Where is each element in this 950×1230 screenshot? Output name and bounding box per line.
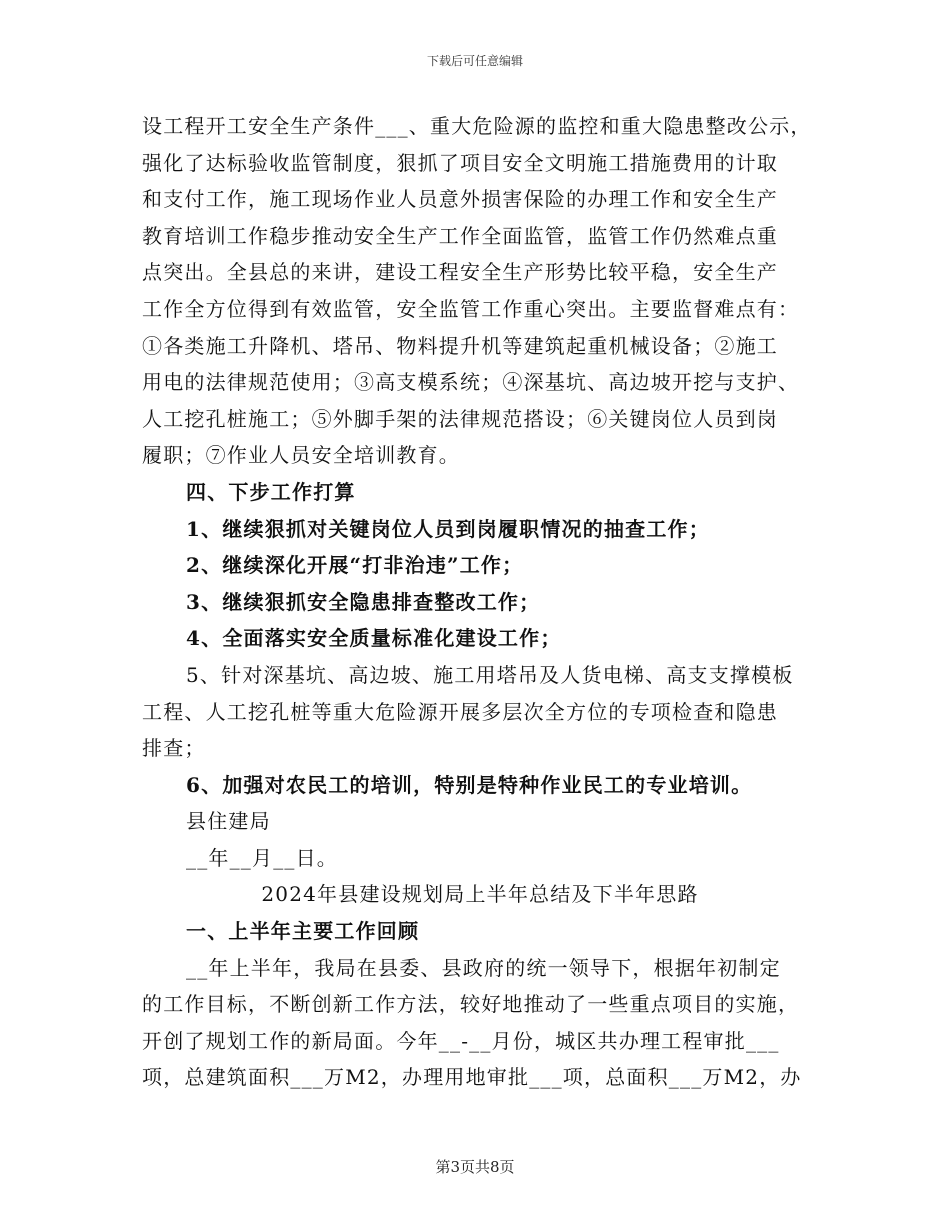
body-line: 工程、人工挖孔桩等重大危险源开展多层次全方位的专项检查和隐患 — [142, 699, 778, 724]
section-heading: 四、下步工作打算 — [186, 479, 356, 504]
plan-item: 5、针对深基坑、高边坡、施工用塔吊及人货电梯、高支支撑模板 — [186, 662, 794, 687]
document-title: 2024年县建设规划局上半年总结及下半年思路 — [261, 882, 699, 907]
body-line: __年上半年，我局在县委、县政府的统一领导下，根据年初制定 — [186, 955, 781, 980]
body-line: 设工程开工安全生产条件___、重大危险源的监控和重大隐患整改公示， — [142, 114, 812, 138]
body-line: 履职；⑦作业人员安全培训教育。 — [142, 443, 460, 468]
body-line: 的工作目标，不断创新工作方法，较好地推动了一些重点项目的实施， — [142, 992, 800, 1017]
body-line: 人工挖孔桩施工；⑤外脚手架的法律规范搭设；⑥关键岗位人员到岗 — [142, 406, 778, 431]
body-line: 和支付工作，施工现场作业人员意外损害保险的办理工作和安全生产 — [142, 187, 778, 212]
page-header-note: 下载后可任意编辑 — [426, 54, 523, 68]
body-line: 工作全方位得到有效监管，安全监管工作重心突出。主要监督难点有： — [142, 296, 800, 321]
signature-org: 县住建局 — [186, 809, 271, 834]
plan-item: 6、加强对农民工的培训，特别是特种作业民工的专业培训。 — [186, 772, 753, 797]
body-line: 项，总建筑面积___万M2，办理用地审批___项，总面积___万M2，办 — [142, 1065, 802, 1090]
signature-date: __年__月__日。 — [186, 845, 338, 870]
body-line: 开创了规划工作的新局面。今年__-__月份，城区共办理工程审批___ — [142, 1028, 780, 1053]
body-line: 强化了达标验收监管制度，狠抓了项目安全文明施工措施费用的计取 — [142, 150, 778, 175]
body-line: 点突出。全县总的来讲，建设工程安全生产形势比较平稳，安全生产 — [142, 260, 778, 285]
section-heading: 一、上半年主要工作回顾 — [186, 919, 420, 944]
body-line: 排查； — [142, 736, 206, 761]
plan-item: 4、全面落实安全质量标准化建设工作； — [186, 626, 562, 651]
body-line: 教育培训工作稳步推动安全生产工作全面监管，监管工作仍然难点重 — [142, 223, 778, 248]
body-line: 用电的法律规范使用；③高支模系统；④深基坑、高边坡开挖与支护、 — [142, 370, 800, 395]
page-number: 第3页共8页 — [435, 1158, 515, 1176]
plan-item: 2、继续深化开展“打非治违”工作； — [186, 553, 524, 578]
document-body — [142, 108, 818, 1096]
plan-item: 1、继续狠抓对关键岗位人员到岗履职情况的抽查工作； — [186, 516, 710, 541]
plan-item: 3、继续狠抓安全隐患排查整改工作； — [186, 589, 541, 614]
body-line: ①各类施工升降机、塔吊、物料提升机等建筑起重机械设备；②施工 — [142, 333, 778, 358]
